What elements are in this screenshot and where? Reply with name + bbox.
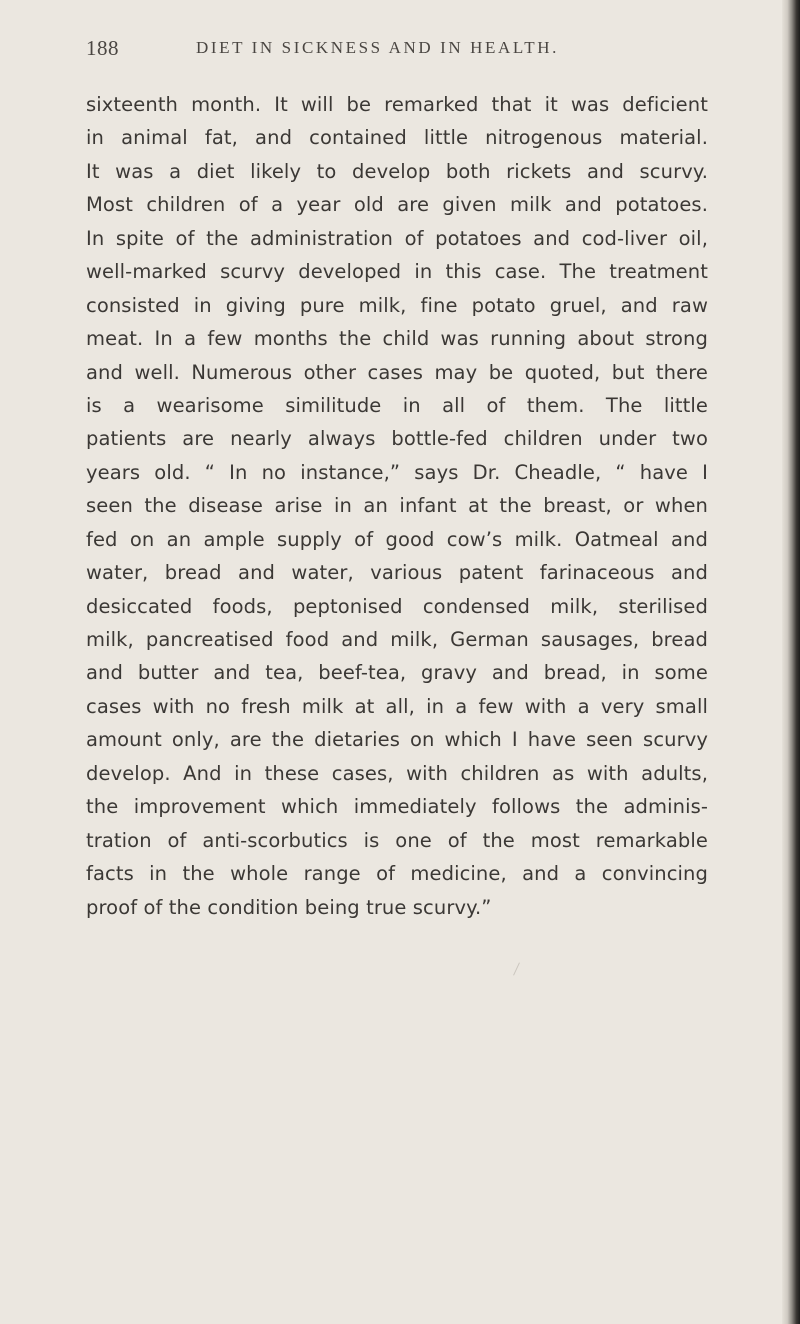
text-line: the improvement which immediately follows the adminis- bbox=[86, 795, 708, 819]
text-line: It was a diet likely to develop both rickets and scurvy. bbox=[86, 159, 708, 183]
text-line: amount only, are the dietaries on which I have seen scurvy bbox=[86, 728, 708, 752]
text-line: water, bread and water, various patent farinaceous and bbox=[86, 561, 708, 585]
text-line: meat. In a few months the child was running about strong bbox=[86, 327, 708, 351]
running-head bbox=[86, 36, 726, 66]
text-line: develop. And in these cases, with children as with adults, bbox=[86, 761, 708, 785]
text-line: in animal fat, and contained little nitrogenous material. bbox=[86, 126, 708, 150]
text-line: well-marked scurvy developed in this case. The treatment bbox=[86, 260, 708, 284]
text-line: tration of anti-scorbutics is one of the most remarkable bbox=[86, 828, 708, 852]
text-line: sixteenth month. It will be remarked that it was deficient bbox=[86, 93, 708, 116]
page-edge bbox=[782, 0, 800, 1324]
stray-mark bbox=[513, 962, 520, 975]
text-line: Most children of a year old are given milk and potatoes. bbox=[86, 193, 708, 217]
text-line: and well. Numerous other cases may be quoted, but there bbox=[86, 360, 708, 384]
text-line: years old. “ In no instance,” says Dr. Cheadle, “ have I bbox=[86, 460, 708, 484]
text-line: and butter and tea, beef-tea, gravy and bread, in some bbox=[86, 661, 708, 685]
text-line: desiccated foods, peptonised condensed milk, sterilised bbox=[86, 594, 708, 618]
text-line: In spite of the administration of potatoes and cod-liver oil, bbox=[86, 226, 708, 250]
text-line: consisted in giving pure milk, fine potato gruel, and raw bbox=[86, 293, 708, 317]
page-number: 188 bbox=[86, 36, 119, 60]
text-line: facts in the whole range of medicine, and a convincing bbox=[86, 862, 708, 886]
running-head-title: DIET IN SICKNESS AND IN HEALTH. bbox=[196, 38, 559, 57]
text-line: fed on an ample supply of good cow’s milk. Oatmeal and bbox=[86, 527, 708, 551]
text-line: seen the disease arise in an infant at the breast, or when bbox=[86, 494, 708, 518]
body-text bbox=[86, 88, 708, 924]
text-line: is a wearisome similitude in all of them. The little bbox=[86, 393, 708, 417]
text-line: milk, pancreatised food and milk, German sausages, bread bbox=[86, 628, 708, 651]
text-line: cases with no fresh milk at all, in a few with a very small bbox=[86, 694, 708, 718]
text-line: patients are nearly always bottle-fed children under two bbox=[86, 427, 708, 451]
text-line-last: proof of the condition being true scurvy.” bbox=[86, 895, 492, 919]
